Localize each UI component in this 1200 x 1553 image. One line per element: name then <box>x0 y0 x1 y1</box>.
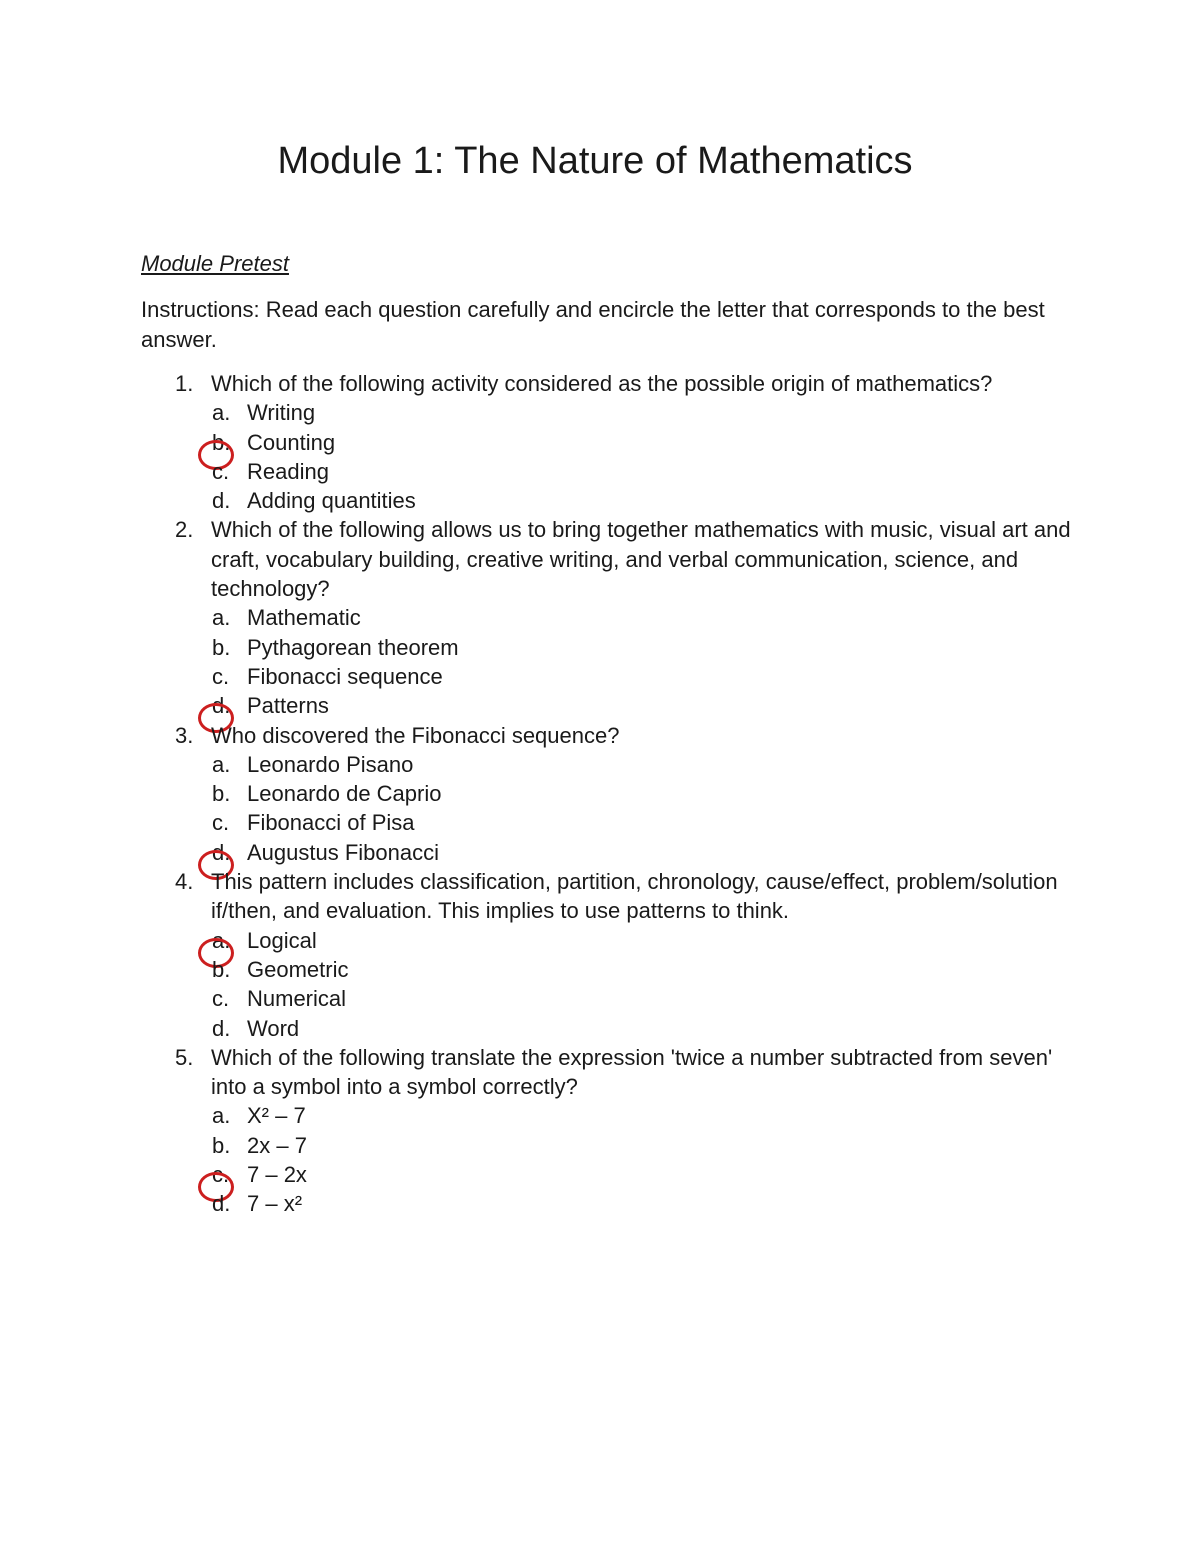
question-2 <box>0 515 1071 720</box>
option-b[interactable] <box>211 428 1071 457</box>
option-text: X² – 7 <box>247 1103 306 1129</box>
option-text: Logical <box>247 927 317 953</box>
option-c[interactable] <box>211 808 1071 837</box>
option-d[interactable] <box>211 486 1071 515</box>
question-text: Which of the following translate the expression 'twice a number subtracted from seven' into a symbol into a symbol correctly? <box>211 1044 1053 1100</box>
question-1 <box>0 369 1071 515</box>
option-c[interactable] <box>211 1160 1071 1189</box>
option-text: Numerical <box>247 986 347 1012</box>
option-letter: b. <box>212 1132 231 1158</box>
option-a[interactable] <box>211 398 1071 427</box>
option-letter: c. <box>212 458 230 484</box>
option-b[interactable] <box>211 955 1071 984</box>
option-text: Geometric <box>247 956 349 982</box>
option-text: Reading <box>247 458 329 484</box>
option-letter: c. <box>212 986 230 1012</box>
question-text: Which of the following activity considered as the possible origin of mathematics? <box>211 371 993 396</box>
option-d[interactable] <box>211 691 1071 720</box>
question-5 <box>0 1043 1071 1219</box>
option-d[interactable] <box>211 838 1071 867</box>
option-text: 7 – x² <box>247 1191 303 1217</box>
instructions-text: Instructions: Read each question carefully and encircle the letter that corresponds to the best answer. <box>141 297 1045 352</box>
question-number: 3. <box>175 722 194 748</box>
option-text: Augustus Fibonacci <box>247 839 439 865</box>
option-text: Fibonacci of Pisa <box>247 810 415 836</box>
option-list <box>211 603 1071 720</box>
question-text: Which of the following allows us to bring together mathematics with music, visual art and craft, vocabulary building, creative writing, and verbal communication, science, and technology? <box>211 517 1071 602</box>
question-3 <box>0 721 1071 867</box>
option-a[interactable] <box>211 926 1071 955</box>
option-b[interactable] <box>211 779 1071 808</box>
option-text: Writing <box>247 400 316 426</box>
question-list <box>0 369 1200 1219</box>
document-title: Module 1: The Nature of Mathematics <box>277 140 913 182</box>
pretest-heading: Module Pretest <box>141 251 289 276</box>
option-b[interactable] <box>211 1131 1071 1160</box>
option-letter: a. <box>212 927 231 953</box>
option-a[interactable] <box>211 750 1071 779</box>
option-letter: a. <box>212 605 231 631</box>
option-b[interactable] <box>211 633 1071 662</box>
option-letter: a. <box>212 1103 231 1129</box>
question-number: 1. <box>175 371 194 396</box>
option-a[interactable] <box>211 603 1071 632</box>
question-text: This pattern includes classification, partition, chronology, cause/effect, problem/solution if/then, and evaluation. This implies to use patterns to think. <box>211 869 1058 924</box>
option-letter: b. <box>212 634 231 660</box>
question-number: 5. <box>175 1044 194 1070</box>
option-text: 7 – 2x <box>247 1162 307 1188</box>
question-4 <box>0 867 1071 1043</box>
option-letter: d. <box>212 693 231 719</box>
option-letter: c. <box>212 1162 230 1188</box>
option-text: Leonardo de Caprio <box>247 781 442 807</box>
question-text: Who discovered the Fibonacci sequence? <box>211 722 620 748</box>
option-text: 2x – 7 <box>247 1132 307 1158</box>
question-number: 4. <box>175 869 194 895</box>
option-text: Fibonacci sequence <box>247 663 443 689</box>
option-d[interactable] <box>211 1189 1071 1218</box>
option-text: Patterns <box>247 693 329 719</box>
option-text: Mathematic <box>247 605 361 631</box>
option-list <box>211 1101 1071 1218</box>
option-letter: c. <box>212 663 230 689</box>
question-number: 2. <box>175 517 194 543</box>
option-text: Counting <box>247 429 336 455</box>
option-list <box>211 750 1071 867</box>
option-letter: d. <box>212 488 231 514</box>
option-text: Word <box>247 1015 300 1041</box>
option-d[interactable] <box>211 1014 1071 1043</box>
option-letter: b. <box>212 781 231 807</box>
option-list <box>211 926 1071 1043</box>
option-a[interactable] <box>211 1101 1071 1130</box>
option-letter: d. <box>212 839 231 865</box>
option-letter: d. <box>212 1015 231 1041</box>
option-letter: d. <box>212 1191 231 1217</box>
option-text: Pythagorean theorem <box>247 634 459 660</box>
option-c[interactable] <box>211 457 1071 486</box>
option-letter: b. <box>212 429 231 455</box>
option-letter: a. <box>212 400 231 426</box>
option-letter: b. <box>212 956 231 982</box>
option-c[interactable] <box>211 984 1071 1013</box>
option-text: Adding quantities <box>247 488 416 514</box>
option-c[interactable] <box>211 662 1071 691</box>
option-list <box>211 398 1071 515</box>
option-text: Leonardo Pisano <box>247 751 414 777</box>
option-letter: c. <box>212 810 230 836</box>
option-letter: a. <box>212 751 231 777</box>
